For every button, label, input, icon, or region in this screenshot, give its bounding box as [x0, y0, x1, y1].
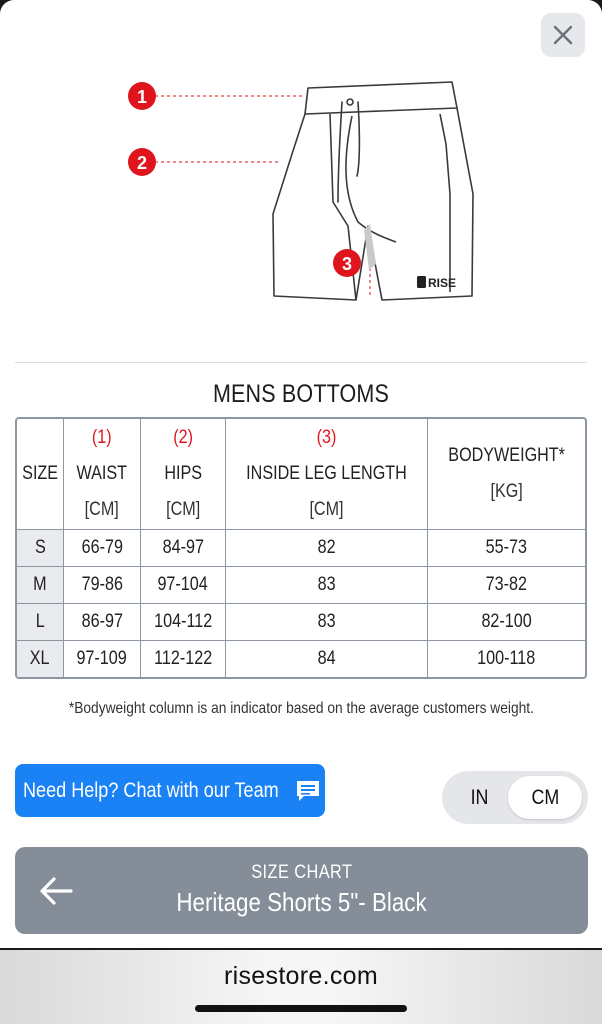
- header-bodyweight-unit: [KG]: [490, 481, 523, 502]
- inside-leg-cell: 84: [226, 641, 428, 677]
- toggle-in[interactable]: IN: [470, 786, 488, 809]
- chat-help-button[interactable]: [15, 764, 325, 817]
- inside-leg-cell: 83: [226, 567, 428, 604]
- product-title: Heritage Shorts 5"- Black: [176, 887, 427, 917]
- shorts-measurement-diagram: [120, 74, 490, 310]
- header-bodyweight-label: BODYWEIGHT*: [448, 445, 565, 466]
- size-table: [15, 417, 587, 679]
- waist-cell: 86-97: [64, 604, 141, 641]
- size-cell: XL: [17, 641, 64, 677]
- size-chart-back-bar[interactable]: [15, 847, 588, 934]
- waist-cell: 79-86: [64, 567, 141, 604]
- header-hips-label: HIPS: [164, 463, 202, 484]
- header-waist-number: (1): [91, 427, 112, 448]
- table-row: [17, 567, 585, 604]
- brand-logo-icon: [417, 276, 426, 288]
- marker-2-label: 2: [136, 153, 148, 173]
- bodyweight-cell: 100-118: [477, 648, 536, 669]
- header-waist-label: WAIST: [76, 463, 128, 484]
- chat-help-label: Need Help? Chat with our Team: [23, 778, 279, 802]
- header-size-label: SIZE: [22, 463, 58, 484]
- home-indicator: [195, 1005, 407, 1012]
- hips-cell: 112-122: [141, 641, 227, 677]
- hips-cell: 84-97: [141, 530, 227, 567]
- header-inside-leg: [226, 419, 428, 530]
- close-button[interactable]: [541, 13, 585, 57]
- close-icon: [553, 25, 573, 45]
- header-inside-leg-number: (3): [316, 427, 337, 448]
- table-row: [17, 641, 585, 677]
- bodyweight-cell: 82-100: [428, 604, 585, 641]
- waist-cell: 97-109: [64, 641, 141, 677]
- header-size: [17, 419, 64, 530]
- size-cell: M: [17, 567, 64, 604]
- size-cell: S: [17, 530, 64, 567]
- header-inside-leg-label: INSIDE LEG LENGTH: [246, 463, 408, 484]
- bodyweight-cell: 55-73: [428, 530, 585, 567]
- url-label[interactable]: risestore.com: [224, 962, 378, 990]
- table-row: [17, 530, 585, 567]
- hips-cell: 104-112: [141, 604, 227, 641]
- table-header-row: [17, 419, 585, 530]
- waist-cell: 66-79: [64, 530, 141, 567]
- section-divider: [15, 362, 587, 363]
- bodyweight-footnote: *Bodyweight column is an indicator based on the average customers weight.: [68, 700, 534, 717]
- hips-cell: 97-104: [141, 567, 227, 604]
- header-waist: [64, 419, 141, 530]
- bodyweight-cell: 73-82: [428, 567, 585, 604]
- browser-address-bar: [0, 950, 602, 1024]
- table-row: [17, 604, 585, 641]
- marker-3-label: 3: [341, 254, 353, 274]
- header-waist-unit: [CM]: [84, 499, 119, 520]
- size-cell: L: [17, 604, 64, 641]
- toggle-cm[interactable]: CM: [508, 776, 582, 819]
- header-bodyweight: [428, 419, 585, 530]
- header-hips-number: (2): [173, 427, 193, 448]
- header-hips: [141, 419, 227, 530]
- inside-leg-cell: 82: [226, 530, 428, 567]
- header-inside-leg-unit: [CM]: [309, 499, 344, 520]
- brand-mark: RISE: [428, 276, 457, 290]
- table-title: MENS BOTTOMS: [212, 380, 390, 408]
- marker-1-label: 1: [136, 87, 148, 107]
- header-hips-unit: [CM]: [166, 499, 201, 520]
- chat-icon: [295, 778, 321, 804]
- inside-leg-cell: 83: [226, 604, 428, 641]
- unit-toggle: [442, 771, 588, 824]
- bar-kicker: SIZE CHART: [250, 862, 353, 883]
